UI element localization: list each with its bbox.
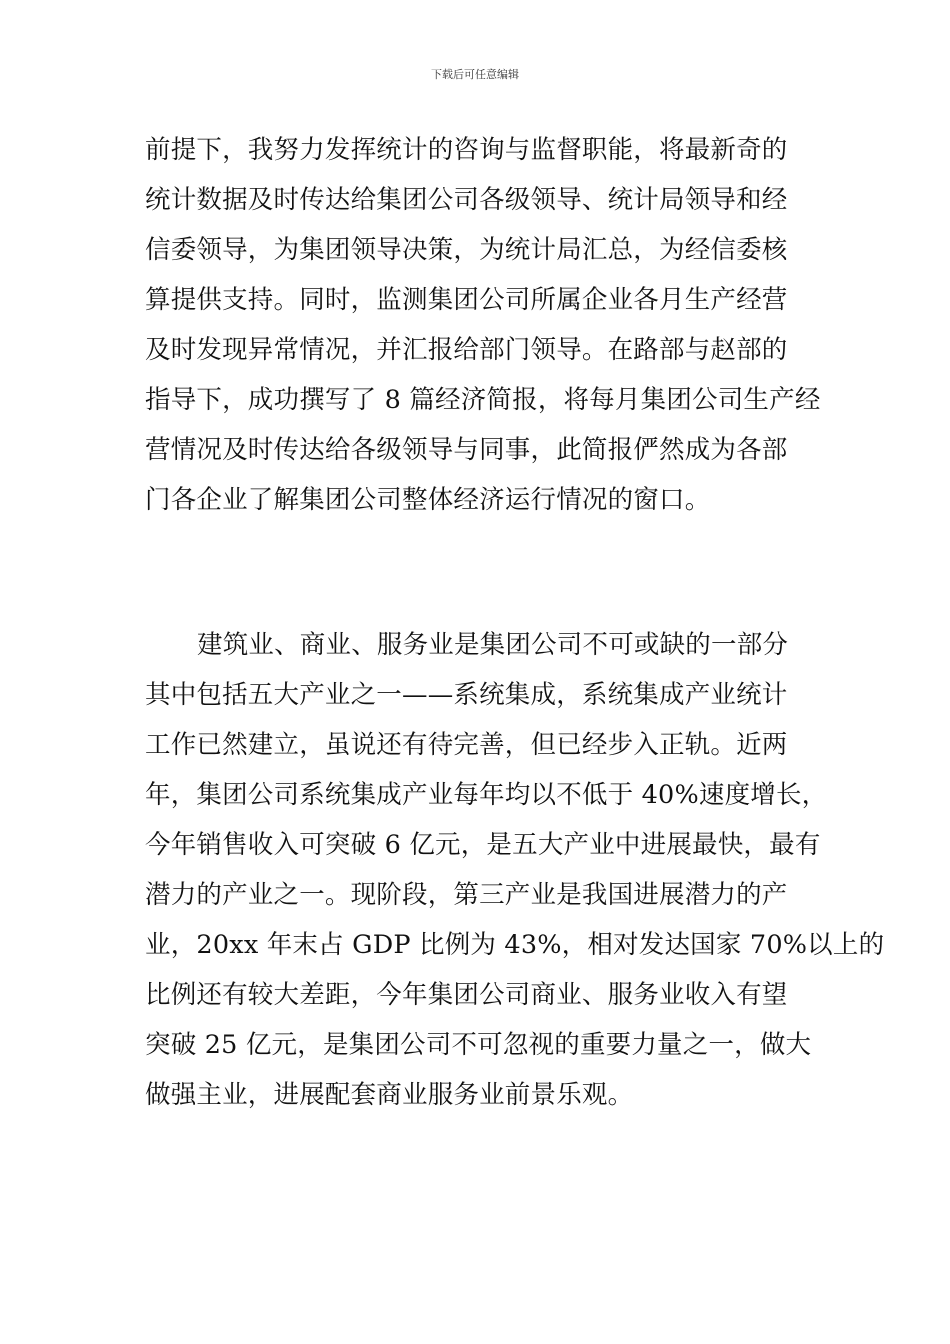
text-line: 今年销售收入可突破 6 亿元，是五大产业中进展最快，最有 bbox=[145, 830, 821, 860]
text-line: 及时发现异常情况，并汇报给部门领导。在路部与赵部的 bbox=[145, 335, 788, 365]
text-line: 门各企业了解集团公司整体经济运行情况的窗口。 bbox=[145, 485, 711, 515]
text-line: 比例还有较大差距，今年集团公司商业、服务业收入有望 bbox=[145, 980, 788, 1010]
text-line: 潜力的产业之一。现阶段，第三产业是我国进展潜力的产 bbox=[145, 880, 788, 910]
text-line: 建筑业、商业、服务业是集团公司不可或缺的一部分 bbox=[197, 630, 789, 660]
text-line: 指导下，成功撰写了 8 篇经济简报，将每月集团公司生产经 bbox=[145, 385, 821, 415]
text-line: 前提下，我努力发挥统计的咨询与监督职能，将最新奇的 bbox=[145, 135, 788, 165]
text-line: 工作已然建立，虽说还有待完善，但已经步入正轨。近两 bbox=[145, 730, 788, 760]
text-line: 算提供支持。同时，监测集团公司所属企业各月生产经营 bbox=[145, 285, 788, 315]
text-line: 突破 25 亿元，是集团公司不可忽视的重要力量之一，做大 bbox=[145, 1030, 812, 1060]
paragraph-1 bbox=[145, 125, 821, 525]
text-line: 年，集团公司系统集成产业每年均以不低于 40%速度增长， bbox=[145, 780, 828, 810]
text-line: 做强主业，进展配套商业服务业前景乐观。 bbox=[145, 1080, 634, 1110]
page-header: 下载后可任意编辑 bbox=[431, 68, 519, 81]
text-line: 其中包括五大产业之一——系统集成，系统集成产业统计 bbox=[145, 680, 788, 710]
paragraph-2 bbox=[145, 620, 885, 1120]
text-line: 信委领导，为集团领导决策，为统计局汇总，为经信委核 bbox=[145, 235, 788, 265]
text-line: 营情况及时传达给各级领导与同事，此简报俨然成为各部 bbox=[145, 435, 788, 465]
text-line: 业，20xx 年末占 GDP 比例为 43%，相对发达国家 70%以上的 bbox=[145, 930, 885, 960]
text-line: 统计数据及时传达给集团公司各级领导、统计局领导和经 bbox=[145, 185, 788, 215]
